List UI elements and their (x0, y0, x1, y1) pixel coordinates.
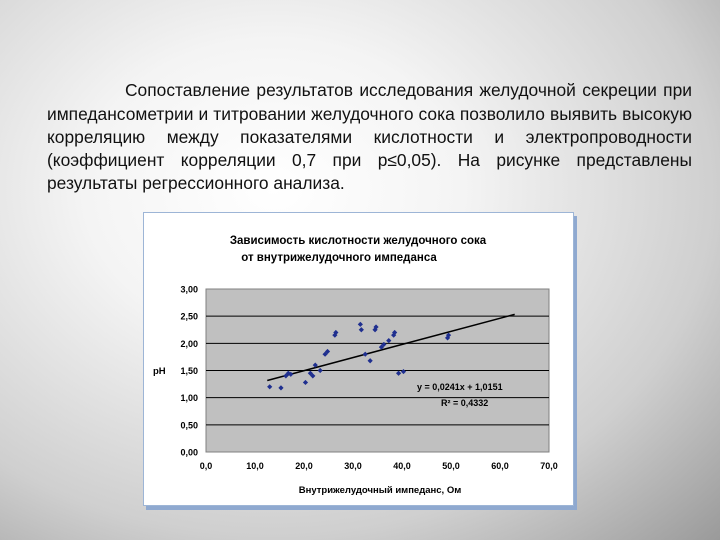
y-tick-label: 1,50 (180, 366, 198, 376)
y-tick-labels (180, 285, 198, 458)
chart-title-line1: Зависимость кислотности желудочного сока (229, 235, 487, 247)
r-squared-label: R² = 0,4332 (441, 398, 489, 408)
x-axis-label: Внутрижелудочный импеданс, Ом (298, 485, 462, 496)
x-tick-labels (200, 461, 558, 471)
regression-equation: y = 0,0241x + 1,0151 (417, 382, 503, 392)
y-axis-label: pH (153, 366, 166, 377)
y-tick-label: 0,00 (180, 447, 198, 458)
x-tick-label: 0,0 (199, 461, 213, 471)
x-tick-label: 20,0 (295, 461, 313, 471)
chart-frame (143, 212, 574, 506)
x-tick-label: 50,0 (442, 461, 460, 471)
y-tick-label: 3,00 (180, 284, 198, 295)
x-tick-label: 10,0 (246, 461, 264, 471)
y-tick-label: 0,50 (180, 420, 198, 431)
chart-title-line2: от внутрижелудочного импеданса (241, 252, 437, 264)
x-tick-label: 70,0 (540, 461, 558, 471)
x-tick-label: 40,0 (393, 461, 411, 471)
x-tick-label: 60,0 (491, 461, 509, 471)
y-tick-label: 2,00 (180, 338, 198, 349)
x-tick-label: 30,0 (344, 461, 362, 471)
y-tick-label: 1,00 (180, 393, 198, 404)
description-paragraph: Сопоставление результатов исследования желудочной секреции при импедансометрии и титровании желудочного сока позволило выявить высокую корреляцию между показателями кислотности и электропроводности (коэффициент корреляции 0,7 при p≤0,05). На рисунке представлены результаты регрессионного анализа. (47, 80, 692, 194)
regression-chart (144, 213, 573, 505)
y-tick-label: 2,50 (180, 311, 198, 322)
